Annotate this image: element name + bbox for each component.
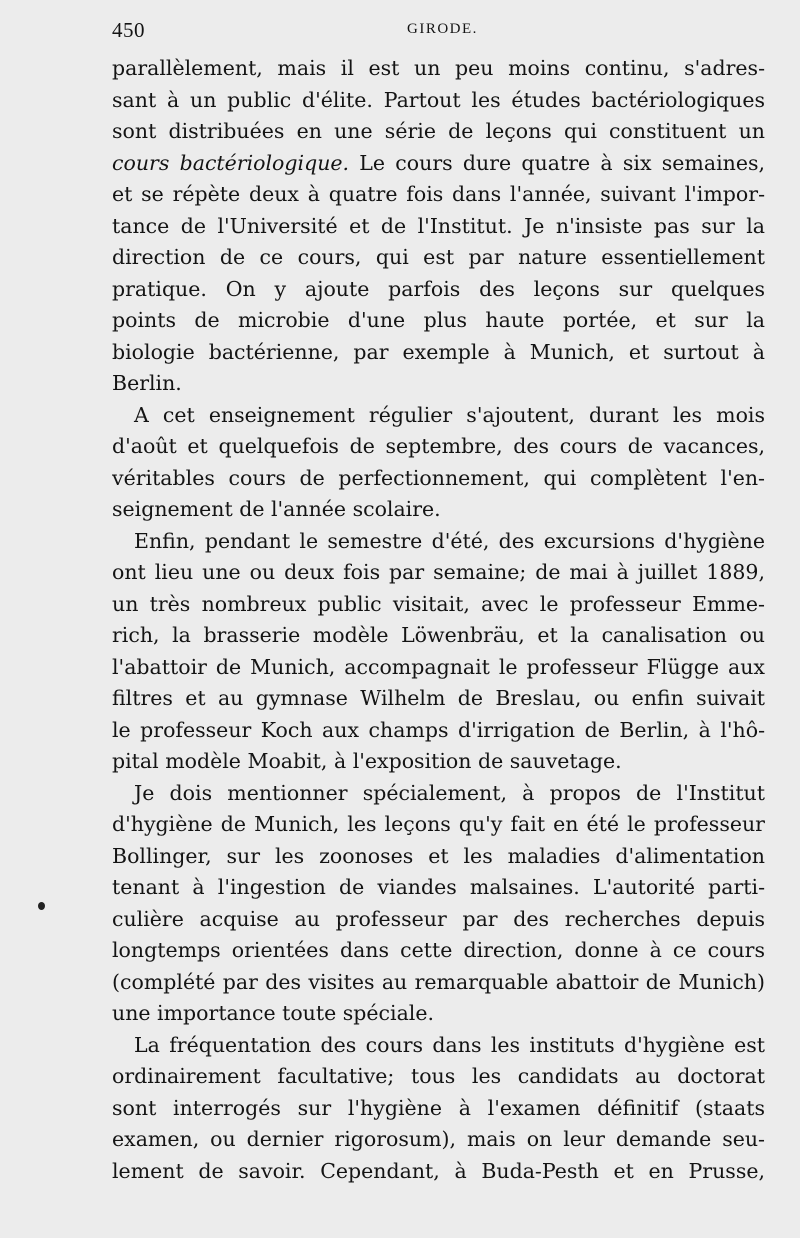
line-text: culière acquise au professeur par des recherches depuis [112,906,765,931]
line-text: examen, ou dernier rigorosum), mais on leur demande seu- [112,1127,765,1151]
line-text: Bollinger, sur les zoonoses et les maladies d'alimentation [112,843,765,868]
text-line [112,715,765,747]
text-line [112,85,765,117]
line-text: parallèlement, mais il est un peu moins continu, s'adres- [112,56,765,80]
running-head: GIRODE. [407,21,478,37]
line-text: sont distribuées en une série de leçons qui constituent un [112,119,765,143]
italic-term: cours bactériologique. [112,150,350,175]
text-line [112,211,765,243]
text-line [112,746,765,778]
line-text: (complété par des visites au remarquable abattoir de Munich) [112,969,765,994]
line-text: biologie bactérienne, par exemple à Munich, et surtout à [112,339,765,364]
line-text: un très nombreux public visitait, avec le professeur Emme- [112,591,765,616]
text-line [112,809,765,841]
line-text: points de microbie d'une plus haute portée, et sur la [112,308,765,332]
line-text: seignement de l'année scolaire. [112,497,441,521]
line-text: Berlin. [112,371,182,395]
line-text: d'hygiène de Munich, les leçons qu'y fait en été le professeur [112,812,765,836]
text-line [112,116,765,148]
text-line [112,557,765,589]
text-line [112,1030,765,1062]
text-line [112,337,765,369]
text-line [112,683,765,715]
text-line [112,526,765,558]
text-line [112,368,765,400]
line-text: ont lieu une ou deux fois par semaine; de mai à juillet 1889, [112,560,765,584]
text-line [112,872,765,904]
line-text: rich, la brasserie modèle Löwenbräu, et la canalisation ou [112,623,765,647]
line-text: pratique. On y ajoute parfois des leçons sur quelques [112,276,765,301]
text-line [112,274,765,306]
text-line [112,494,765,526]
margin-ink-dot [38,902,45,910]
line-text: direction de ce cours, qui est par nature essentiellement [112,245,765,269]
line-text: et se répète deux à quatre fois dans l'année, suivant l'impor- [112,182,765,206]
text-line [112,1124,765,1156]
text-line [112,148,765,180]
line-text: tenant à l'ingestion de viandes malsaines. L'autorité parti- [112,875,765,899]
line-text: Enfin, pendant le semestre d'été, des excursions d'hygiène [134,528,765,553]
line-text: sant à un public d'élite. Partout les études bactériologiques [112,87,765,112]
text-line [112,652,765,684]
text-line [112,1093,765,1125]
line-text: lement de savoir. Cependant, à Buda-Pesth et en Prusse, [112,1158,765,1183]
body-text [112,53,765,1187]
line-text: A cet enseignement régulier s'ajoutent, durant les mois [134,402,765,427]
text-line [112,1061,765,1093]
line-text: une importance toute spéciale. [112,1001,435,1025]
text-line [112,967,765,999]
text-line [112,305,765,337]
line-text: tance de l'Université et de l'Institut. Je n'insiste pas sur la [112,213,765,238]
line-text: Je dois mentionner spécialement, à propos de l'Institut [134,780,765,805]
line-text: Le cours dure quatre à six semaines, [349,150,765,175]
line-text: l'abattoir de Munich, accompagnait le professeur Flügge aux [112,654,765,679]
line-text: longtemps orientées dans cette direction, donne à ce cours [112,938,765,962]
text-line [112,778,765,810]
line-text: sont interrogés sur l'hygiène à l'examen définitif (staats [112,1095,765,1120]
line-text: pital modèle Moabit, à l'exposition de sauvetage. [112,749,622,773]
page-header [112,18,762,48]
page-number: 450 [112,18,145,42]
text-line [112,1156,765,1188]
text-line [112,242,765,274]
text-line [112,400,765,432]
line-text: le professeur Koch aux champs d'irrigation de Berlin, à l'hô- [112,717,765,742]
text-line [112,53,765,85]
line-text: véritables cours de perfectionnement, qui complètent l'en- [112,465,765,490]
text-line [112,589,765,621]
line-text: filtres et au gymnase Wilhelm de Breslau, ou enfin suivait [112,686,765,710]
line-text: La fréquentation des cours dans les instituts d'hygiène est [134,1032,765,1057]
text-line [112,179,765,211]
text-line [112,998,765,1030]
text-line [112,463,765,495]
line-text: d'août et quelquefois de septembre, des cours de vacances, [112,434,765,458]
text-line [112,841,765,873]
text-line [112,904,765,936]
text-line [112,431,765,463]
text-line [112,620,765,652]
text-line [112,935,765,967]
line-text: ordinairement facultative; tous les candidats au doctorat [112,1064,765,1088]
